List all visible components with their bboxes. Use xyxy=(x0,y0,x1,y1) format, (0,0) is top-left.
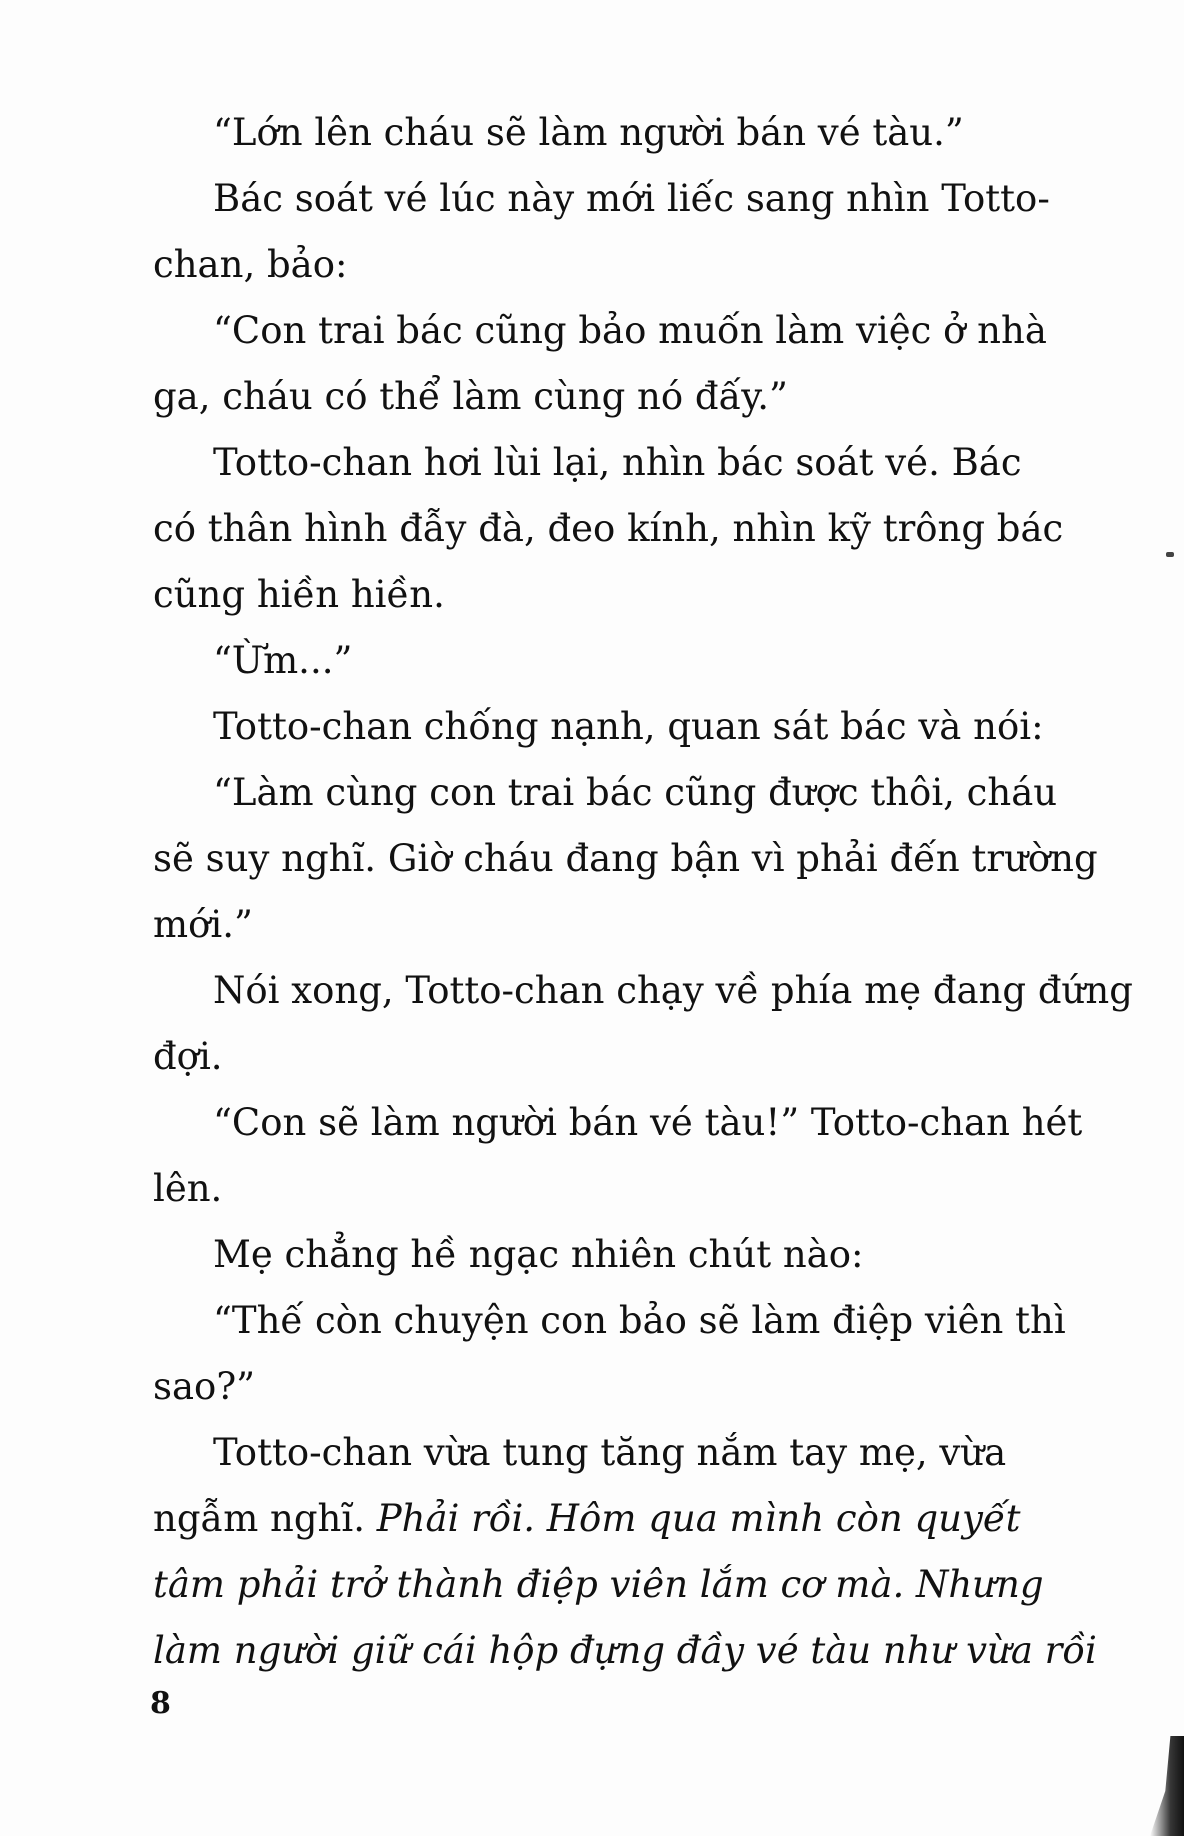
text-line: Bác soát vé lúc này mới liếc sang nhìn Totto- xyxy=(213,177,1050,220)
text-line: sao?” xyxy=(153,1365,256,1408)
text-line: “Con sẽ làm người bán vé tàu!” Totto-chan hét xyxy=(213,1101,1083,1144)
scan-edge-shadow xyxy=(1150,1736,1184,1836)
text-line: Totto-chan vừa tung tăng nắm tay mẹ, vừa xyxy=(213,1431,1007,1474)
italic-segment: Phải rồi. Hôm qua mình còn quyết xyxy=(376,1497,1021,1540)
text-line: Totto-chan hơi lùi lại, nhìn bác soát vé. Bác xyxy=(213,441,1022,484)
text-line-mixed xyxy=(153,1486,1073,1552)
text-line: “Ừm...” xyxy=(213,639,353,682)
text-line: “Con trai bác cũng bảo muốn làm việc ở nhà xyxy=(213,309,1047,352)
plain-segment: ngẫm nghĩ. xyxy=(153,1497,377,1540)
body-text xyxy=(153,100,1133,1684)
text-line: “Làm cùng con trai bác cũng được thôi, cháu xyxy=(213,771,1058,814)
text-line: ga, cháu có thể làm cùng nó đấy.” xyxy=(153,375,788,418)
text-line: chan, bảo: xyxy=(153,243,348,286)
page-number: 8 xyxy=(150,1686,171,1721)
text-line-italic: làm người giữ cái hộp đựng đầy vé tàu như vừa rồi xyxy=(153,1629,1097,1672)
text-line: có thân hình đẫy đà, đeo kính, nhìn kỹ trông bác xyxy=(153,507,1064,550)
text-line: sẽ suy nghĩ. Giờ cháu đang bận vì phải đến trường xyxy=(153,837,1098,880)
text-line: “Thế còn chuyện con bảo sẽ làm điệp viên thì xyxy=(213,1299,1066,1342)
text-line: Totto-chan chống nạnh, quan sát bác và nói: xyxy=(213,705,1044,748)
text-line: mới.” xyxy=(153,903,253,946)
text-line: Mẹ chẳng hề ngạc nhiên chút nào: xyxy=(213,1233,864,1276)
text-line: cũng hiền hiền. xyxy=(153,573,445,616)
text-line: Nói xong, Totto-chan chạy về phía mẹ đang đứng xyxy=(213,969,1133,1012)
text-line-italic: tâm phải trở thành điệp viên lắm cơ mà. Nhưng xyxy=(153,1563,1044,1606)
text-line: lên. xyxy=(153,1167,223,1210)
text-line: “Lớn lên cháu sẽ làm người bán vé tàu.” xyxy=(213,111,964,154)
scan-speck xyxy=(1166,552,1174,557)
text-line: đợi. xyxy=(153,1035,223,1078)
